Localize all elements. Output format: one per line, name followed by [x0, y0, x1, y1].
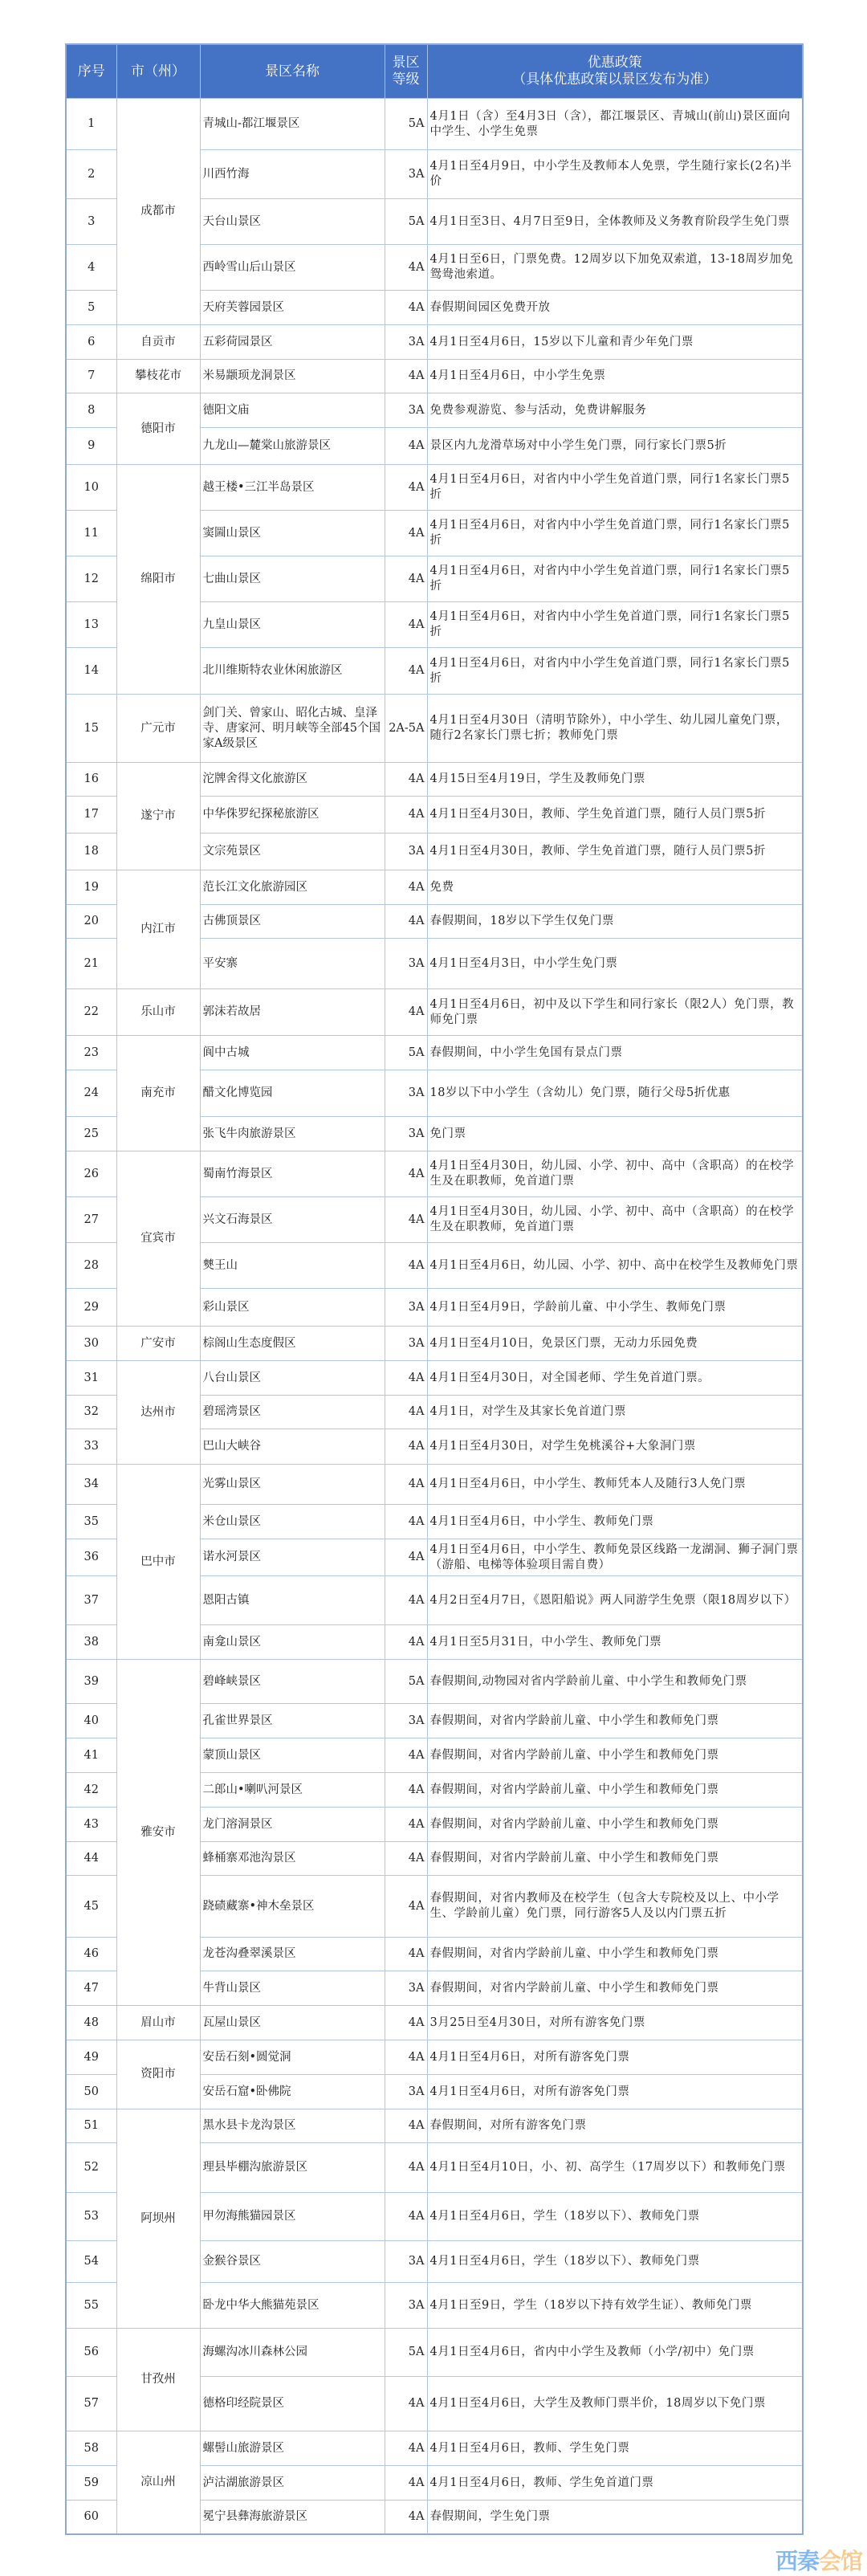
discount-policy: 4月1日至4月10日，小、初、高学生（17周岁以下）和教师免门票 [427, 2143, 803, 2193]
table-row [66, 695, 803, 763]
city-cell: 达州市 [116, 1361, 200, 1465]
row-number: 44 [66, 1842, 116, 1876]
row-number: 6 [66, 325, 116, 360]
header-policy-line1: 优惠政策 [587, 55, 642, 71]
scenic-name: 中华侏罗纪探秘旅游区 [200, 797, 385, 834]
scenic-name: 张飞牛肉旅游景区 [200, 1117, 385, 1151]
table-row [66, 99, 803, 150]
scenic-name: 蜂桶寨邓池沟景区 [200, 1842, 385, 1876]
scenic-level: 4A [385, 465, 427, 511]
row-number: 50 [66, 2075, 116, 2109]
scenic-level: 4A [385, 1429, 427, 1465]
scenic-name: 瓦屋山景区 [200, 2006, 385, 2040]
scenic-level: 4A [385, 1576, 427, 1625]
scenic-level: 4A [385, 556, 427, 602]
row-number: 1 [66, 99, 116, 150]
scenic-level: 4A [385, 602, 427, 648]
discount-policy: 18岁以下中小学生（含幼儿）免门票，随行父母5折优惠 [427, 1070, 803, 1117]
city-cell: 乐山市 [116, 989, 200, 1036]
city-cell: 绵阳市 [116, 465, 200, 695]
row-number: 26 [66, 1151, 116, 1197]
discount-policy: 春假期间，对省内学龄前儿童、中小学生和教师免门票 [427, 1773, 803, 1808]
discount-policy: 春假期间，对省内教师及在校学生（包含大专院校及以上、中小学生、学龄前儿童）免门票，同行游客5人及以内门票五折 [427, 1876, 803, 1938]
table-row [66, 1465, 803, 1505]
discount-policy: 4月1日至5月31日，中小学生、教师免门票 [427, 1625, 803, 1660]
scenic-level: 4A [385, 2377, 427, 2431]
discount-policy: 4月1日至4月6日，初中及以下学生和同行家长（限2人）免门票，教师免门票 [427, 989, 803, 1036]
row-number: 45 [66, 1876, 116, 1938]
table-row [66, 989, 803, 1036]
discount-policy: 4月1日至4月6日，对所有游客免门票 [427, 2075, 803, 2109]
scenic-level: 4A [385, 2501, 427, 2534]
scenic-level: 5A [385, 1660, 427, 1704]
discount-policy: 4月1日至4月30日，幼儿园、小学、初中、高中（含职高）的在校学生及在职教师，免首道门票 [427, 1151, 803, 1197]
discount-policy: 春假期间，18岁以下学生仅免门票 [427, 905, 803, 939]
discount-policy: 4月1日至4月6日，大学生及教师门票半价，18周岁以下免门票 [427, 2377, 803, 2431]
row-number: 20 [66, 905, 116, 939]
scenic-level: 4A [385, 428, 427, 465]
row-number: 33 [66, 1429, 116, 1465]
city-cell: 成都市 [116, 99, 200, 325]
discount-policy: 免费参观游览、参与活动，免费讲解服务 [427, 393, 803, 428]
scenic-name: 兴文石海景区 [200, 1197, 385, 1243]
scenic-level: 5A [385, 199, 427, 245]
header-level-line1: 景区 [392, 55, 420, 71]
table-row [66, 1361, 803, 1396]
scenic-level: 4A [385, 797, 427, 834]
scenic-name: 诺水河景区 [200, 1539, 385, 1576]
row-number: 7 [66, 360, 116, 393]
scenic-level: 4A [385, 1539, 427, 1576]
table-row [66, 2006, 803, 2040]
discount-policy: 春假期间，对省内学龄前儿童、中小学生和教师免门票 [427, 1938, 803, 1971]
scenic-name: 南龛山景区 [200, 1625, 385, 1660]
scenic-level: 3A [385, 1289, 427, 1327]
scenic-level: 4A [385, 648, 427, 695]
city-cell: 凉山州 [116, 2431, 200, 2534]
discount-policy: 4月1日至4月9日，学龄前儿童、中小学生、教师免门票 [427, 1289, 803, 1327]
discount-policy: 4月1日至4月6日，中小学生免票 [427, 360, 803, 393]
table-header-row [66, 44, 803, 99]
header-no: 序号 [66, 44, 116, 99]
discount-policy: 春假期间，对省内学龄前儿童、中小学生和教师免门票 [427, 1808, 803, 1842]
row-number: 17 [66, 797, 116, 834]
row-number: 54 [66, 2241, 116, 2283]
scenic-level: 3A [385, 393, 427, 428]
row-number: 55 [66, 2283, 116, 2329]
discount-policy: 春假期间园区免费开放 [427, 291, 803, 325]
scenic-name: 平安寨 [200, 939, 385, 989]
table-row [66, 325, 803, 360]
scenic-name: 剑门关、曾家山、昭化古城、皇泽寺、唐家河、明月峡等全部45个国家A级景区 [200, 695, 385, 763]
scenic-name: 西岭雪山后山景区 [200, 245, 385, 291]
scenic-level: 4A [385, 2193, 427, 2241]
row-number: 28 [66, 1243, 116, 1289]
scenic-name: 文宗苑景区 [200, 834, 385, 870]
scenic-name: 米仓山景区 [200, 1505, 385, 1539]
scenic-level: 4A [385, 1842, 427, 1876]
row-number: 14 [66, 648, 116, 695]
discount-policy: 4月1日至4月6日，中小学生、教师免门票 [427, 1505, 803, 1539]
row-number: 57 [66, 2377, 116, 2431]
scenic-level: 4A [385, 1808, 427, 1842]
row-number: 36 [66, 1539, 116, 1576]
scenic-level: 4A [385, 291, 427, 325]
row-number: 48 [66, 2006, 116, 2040]
discount-policy: 4月1日至4月6日，对省内中小学生免首道门票，同行1名家长门票5折 [427, 602, 803, 648]
scenic-name: 孔雀世界景区 [200, 1704, 385, 1738]
discount-policy: 4月1日至4月30日，教师、学生免首道门票，随行人员门票5折 [427, 797, 803, 834]
scenic-level: 4A [385, 1151, 427, 1197]
row-number: 41 [66, 1738, 116, 1773]
table-row [66, 1660, 803, 1704]
row-number: 16 [66, 763, 116, 797]
table-row [66, 870, 803, 905]
scenic-level: 3A [385, 1704, 427, 1738]
scenic-name: 光雾山景区 [200, 1465, 385, 1505]
city-cell: 眉山市 [116, 2006, 200, 2040]
city-cell: 德阳市 [116, 393, 200, 465]
row-number: 19 [66, 870, 116, 905]
header-level-line2: 等级 [392, 71, 420, 88]
discount-policy: 4月1日至4月6日，中小学生、教师免景区线路一龙湖洞、狮子洞门票（游船、电梯等体验项目需自费） [427, 1539, 803, 1576]
discount-policy: 4月1日至9日，学生（18岁以下持有效学生证）、教师免门票 [427, 2283, 803, 2329]
discount-policy: 4月1日至4月3日，中小学生免门票 [427, 939, 803, 989]
table-row [66, 465, 803, 511]
scenic-name: 川西竹海 [200, 150, 385, 199]
row-number: 18 [66, 834, 116, 870]
scenic-level: 4A [385, 2143, 427, 2193]
discount-policy: 4月1日至4月30日，幼儿园、小学、初中、高中（含职高）的在校学生及在职教师，免首道门票 [427, 1197, 803, 1243]
scenic-level: 4A [385, 1876, 427, 1938]
scenic-name: 天府芙蓉园景区 [200, 291, 385, 325]
discount-policy: 4月1日至4月10日，免景区门票，无动力乐园免费 [427, 1327, 803, 1361]
scenic-name: 德阳文庙 [200, 393, 385, 428]
row-number: 3 [66, 199, 116, 245]
discount-policy: 4月1日至4月6日，对省内中小学生免首道门票，同行1名家长门票5折 [427, 556, 803, 602]
city-cell: 自贡市 [116, 325, 200, 360]
scenic-name: 僰王山 [200, 1243, 385, 1289]
table-row [66, 1151, 803, 1197]
city-cell: 巴中市 [116, 1465, 200, 1660]
scenic-level: 5A [385, 1036, 427, 1070]
city-cell: 南充市 [116, 1036, 200, 1151]
scenic-name: 彩山景区 [200, 1289, 385, 1327]
discount-policy: 春假期间，对省内学龄前儿童、中小学生和教师免门票 [427, 1738, 803, 1773]
scenic-level: 4A [385, 1396, 427, 1429]
header-policy [427, 44, 803, 99]
scenic-name: 醋文化博览园 [200, 1070, 385, 1117]
scenic-level: 3A [385, 1327, 427, 1361]
discount-policy: 4月1日至4月6日，15岁以下儿童和青少年免门票 [427, 325, 803, 360]
row-number: 49 [66, 2040, 116, 2075]
scenic-level: 4A [385, 245, 427, 291]
row-number: 24 [66, 1070, 116, 1117]
row-number: 58 [66, 2431, 116, 2466]
scenic-level: 2A-5A [385, 695, 427, 763]
scenic-level: 4A [385, 1938, 427, 1971]
discount-policy: 3月25日至4月30日，对所有游客免门票 [427, 2006, 803, 2040]
header-name: 景区名称 [200, 44, 385, 99]
row-number: 4 [66, 245, 116, 291]
row-number: 39 [66, 1660, 116, 1704]
row-number: 30 [66, 1327, 116, 1361]
row-number: 35 [66, 1505, 116, 1539]
scenic-level: 3A [385, 834, 427, 870]
scenic-name: 安岳石刻•圆觉洞 [200, 2040, 385, 2075]
scenic-name: 八台山景区 [200, 1361, 385, 1396]
scenic-name: 越王楼•三江半岛景区 [200, 465, 385, 511]
row-number: 37 [66, 1576, 116, 1625]
row-number: 53 [66, 2193, 116, 2241]
scenic-name: 安岳石窟•卧佛院 [200, 2075, 385, 2109]
scenic-level: 4A [385, 1243, 427, 1289]
scenic-level: 4A [385, 1465, 427, 1505]
scenic-level: 5A [385, 2329, 427, 2377]
scenic-name: 跷碛藏寨•神木垒景区 [200, 1876, 385, 1938]
scenic-name: 卧龙中华大熊猫苑景区 [200, 2283, 385, 2329]
scenic-level: 4A [385, 989, 427, 1036]
discount-policy: 春假期间,动物园对省内学龄前儿童、中小学生和教师免门票 [427, 1660, 803, 1704]
discount-policy: 4月15日至4月19日，学生及教师免门票 [427, 763, 803, 797]
row-number: 10 [66, 465, 116, 511]
scenic-level: 4A [385, 1361, 427, 1396]
scenic-name: 青城山-都江堰景区 [200, 99, 385, 150]
scenic-level: 4A [385, 2040, 427, 2075]
scenic-name: 九龙山—麓棠山旅游景区 [200, 428, 385, 465]
scenic-name: 泸沽湖旅游景区 [200, 2466, 385, 2501]
discount-policy: 4月1日至4月30日，对全国老师、学生免首道门票。 [427, 1361, 803, 1396]
scenic-name: 九皇山景区 [200, 602, 385, 648]
row-number: 11 [66, 511, 116, 556]
watermark-logo [775, 2544, 862, 2576]
table-row [66, 2431, 803, 2466]
discount-policy: 春假期间，对所有游客免门票 [427, 2109, 803, 2143]
row-number: 9 [66, 428, 116, 465]
scenic-name: 甲勿海熊猫园景区 [200, 2193, 385, 2241]
discount-policy: 4月1日至4月30日（清明节除外），中小学生、幼儿园儿童免门票，随行2名家长门票七折；教师免门票 [427, 695, 803, 763]
discount-policy: 春假期间，对省内学龄前儿童、中小学生和教师免门票 [427, 1842, 803, 1876]
scenic-name: 米易颛顼龙洞景区 [200, 360, 385, 393]
scenic-level: 3A [385, 1117, 427, 1151]
scenic-name: 螺髻山旅游景区 [200, 2431, 385, 2466]
table-row [66, 360, 803, 393]
table-row [66, 393, 803, 428]
row-number: 31 [66, 1361, 116, 1396]
row-number: 12 [66, 556, 116, 602]
scenic-level: 3A [385, 1971, 427, 2006]
discount-policy: 4月1日至4月6日，对所有游客免门票 [427, 2040, 803, 2075]
city-cell: 资阳市 [116, 2040, 200, 2109]
scenic-level: 3A [385, 2075, 427, 2109]
scenic-name: 巴山大峡谷 [200, 1429, 385, 1465]
scenic-name: 德格印经院景区 [200, 2377, 385, 2431]
scenic-level: 3A [385, 2283, 427, 2329]
discount-policy: 4月1日至4月30日，对学生免桃溪谷+大象洞门票 [427, 1429, 803, 1465]
row-number: 38 [66, 1625, 116, 1660]
discount-policy: 景区内九龙滑草场对中小学生免门票，同行家长门票5折 [427, 428, 803, 465]
scenic-name: 龙苍沟叠翠溪景区 [200, 1938, 385, 1971]
city-cell: 阿坝州 [116, 2109, 200, 2329]
scenic-level: 4A [385, 2431, 427, 2466]
discount-policy: 4月1日至4月6日，对省内中小学生免首道门票，同行1名家长门票5折 [427, 648, 803, 695]
table-row [66, 763, 803, 797]
scenic-level: 4A [385, 1197, 427, 1243]
scenic-name: 冕宁县彝海旅游景区 [200, 2501, 385, 2534]
discount-policy: 4月1日至4月6日，学生（18岁以下）、教师免门票 [427, 2241, 803, 2283]
scenic-name: 沱牌舍得文化旅游区 [200, 763, 385, 797]
scenic-name: 北川维斯特农业休闲旅游区 [200, 648, 385, 695]
table-row [66, 1327, 803, 1361]
discount-policy: 4月1日至4月6日，幼儿园、小学、初中、高中在校学生及教师免门票 [427, 1243, 803, 1289]
discount-policy: 4月1日，对学生及其家长免首道门票 [427, 1396, 803, 1429]
row-number: 5 [66, 291, 116, 325]
scenic-name: 海螺沟冰川森林公园 [200, 2329, 385, 2377]
header-policy-line2: （具体优惠政策以景区发布为准） [512, 71, 718, 88]
scenic-name: 理县毕棚沟旅游景区 [200, 2143, 385, 2193]
discount-policy: 4月1日至3日、4月7日至9日，全体教师及义务教育阶段学生免门票 [427, 199, 803, 245]
row-number: 60 [66, 2501, 116, 2534]
scenic-name: 范长江文化旅游园区 [200, 870, 385, 905]
discount-policy: 4月1日至4月30日，教师、学生免首道门票，随行人员门票5折 [427, 834, 803, 870]
scenic-level: 4A [385, 870, 427, 905]
discount-policy: 春假期间，中小学生免国有景点门票 [427, 1036, 803, 1070]
scenic-level: 4A [385, 905, 427, 939]
row-number: 34 [66, 1465, 116, 1505]
row-number: 13 [66, 602, 116, 648]
city-cell: 宜宾市 [116, 1151, 200, 1327]
row-number: 56 [66, 2329, 116, 2377]
scenic-level: 4A [385, 360, 427, 393]
city-cell: 雅安市 [116, 1660, 200, 2006]
scenic-name: 碧峰峡景区 [200, 1660, 385, 1704]
row-number: 59 [66, 2466, 116, 2501]
row-number: 32 [66, 1396, 116, 1429]
scenic-level: 3A [385, 2241, 427, 2283]
discount-policy: 免门票 [427, 1117, 803, 1151]
row-number: 2 [66, 150, 116, 199]
scenic-name: 蒙顶山景区 [200, 1738, 385, 1773]
discount-policy: 免费 [427, 870, 803, 905]
discount-policy: 4月1日（含）至4月3日（含），都江堰景区、青城山(前山)景区面向中学生、小学生免票 [427, 99, 803, 150]
discount-policy: 4月1日至4月6日，对省内中小学生免首道门票，同行1名家长门票5折 [427, 465, 803, 511]
table-row [66, 2109, 803, 2143]
city-cell: 攀枝花市 [116, 360, 200, 393]
discount-policy: 4月1日至6日，门票免费。12周岁以下加免双索道，13-18周岁加免鸳鸯池索道。 [427, 245, 803, 291]
header-level [385, 44, 427, 99]
row-number: 40 [66, 1704, 116, 1738]
row-number: 46 [66, 1938, 116, 1971]
scenic-level: 3A [385, 939, 427, 989]
discount-policy: 春假期间，学生免门票 [427, 2501, 803, 2534]
scenic-name: 蜀南竹海景区 [200, 1151, 385, 1197]
scenic-name: 天台山景区 [200, 199, 385, 245]
discount-policy: 4月1日至4月6日，中小学生、教师凭本人及随行3人免门票 [427, 1465, 803, 1505]
city-cell: 遂宁市 [116, 763, 200, 870]
scenic-name: 阆中古城 [200, 1036, 385, 1070]
scenic-level: 4A [385, 2466, 427, 2501]
scenic-name: 金猴谷景区 [200, 2241, 385, 2283]
city-cell: 广安市 [116, 1327, 200, 1361]
row-number: 8 [66, 393, 116, 428]
scenic-level: 4A [385, 1505, 427, 1539]
row-number: 25 [66, 1117, 116, 1151]
row-number: 27 [66, 1197, 116, 1243]
discount-policy: 4月2日至4月7日，《恩阳船说》两人同游学生免票（限18周岁以下） [427, 1576, 803, 1625]
scenic-name: 七曲山景区 [200, 556, 385, 602]
scenic-name: 牛背山景区 [200, 1971, 385, 2006]
discount-policy: 4月1日至4月6日，学生（18岁以下）、教师免门票 [427, 2193, 803, 2241]
table-row [66, 2040, 803, 2075]
scenic-level: 4A [385, 2006, 427, 2040]
row-number: 42 [66, 1773, 116, 1808]
scenic-level: 4A [385, 1625, 427, 1660]
scenic-level: 5A [385, 99, 427, 150]
row-number: 23 [66, 1036, 116, 1070]
scenic-level: 4A [385, 2109, 427, 2143]
table-row [66, 1036, 803, 1070]
table-body [66, 99, 803, 2534]
scenic-level: 4A [385, 763, 427, 797]
scenic-name: 黑水县卡龙沟景区 [200, 2109, 385, 2143]
row-number: 21 [66, 939, 116, 989]
scenic-level: 3A [385, 150, 427, 199]
scenic-name: 郭沫若故居 [200, 989, 385, 1036]
watermark-part2: 会馆 [818, 2548, 862, 2574]
city-cell: 甘孜州 [116, 2329, 200, 2431]
discount-policy: 春假期间，对省内学龄前儿童、中小学生和教师免门票 [427, 1704, 803, 1738]
discount-policy: 4月1日至4月6日，教师、学生免首道门票 [427, 2466, 803, 2501]
scenic-level: 4A [385, 511, 427, 556]
city-cell: 广元市 [116, 695, 200, 763]
row-number: 47 [66, 1971, 116, 2006]
scenic-name: 二郎山•喇叭河景区 [200, 1773, 385, 1808]
row-number: 52 [66, 2143, 116, 2193]
scenic-name: 窦圌山景区 [200, 511, 385, 556]
scenic-level: 4A [385, 1773, 427, 1808]
row-number: 15 [66, 695, 116, 763]
scenic-level: 4A [385, 1738, 427, 1773]
row-number: 43 [66, 1808, 116, 1842]
discount-policy: 春假期间，对省内学龄前儿童、中小学生和教师免门票 [427, 1971, 803, 2006]
scenic-name: 棕阁山生态度假区 [200, 1327, 385, 1361]
table-row [66, 2329, 803, 2377]
watermark-part1: 西秦 [775, 2548, 819, 2574]
scenic-discount-table [65, 43, 804, 2535]
discount-policy: 4月1日至4月6日，教师、学生免门票 [427, 2431, 803, 2466]
scenic-level: 3A [385, 1070, 427, 1117]
city-cell: 内江市 [116, 870, 200, 989]
scenic-name: 碧瑶湾景区 [200, 1396, 385, 1429]
row-number: 51 [66, 2109, 116, 2143]
discount-policy: 4月1日至4月6日，对省内中小学生免首道门票，同行1名家长门票5折 [427, 511, 803, 556]
discount-policy: 4月1日至4月9日，中小学生及教师本人免票，学生随行家长(2名)半价 [427, 150, 803, 199]
scenic-level: 3A [385, 325, 427, 360]
row-number: 22 [66, 989, 116, 1036]
discount-policy: 4月1日至4月6日，省内中小学生及教师（小学/初中）免门票 [427, 2329, 803, 2377]
scenic-name: 古佛顶景区 [200, 905, 385, 939]
row-number: 29 [66, 1289, 116, 1327]
header-city: 市（州） [116, 44, 200, 99]
scenic-name: 五彩荷园景区 [200, 325, 385, 360]
scenic-name: 龙门溶洞景区 [200, 1808, 385, 1842]
scenic-name: 恩阳古镇 [200, 1576, 385, 1625]
